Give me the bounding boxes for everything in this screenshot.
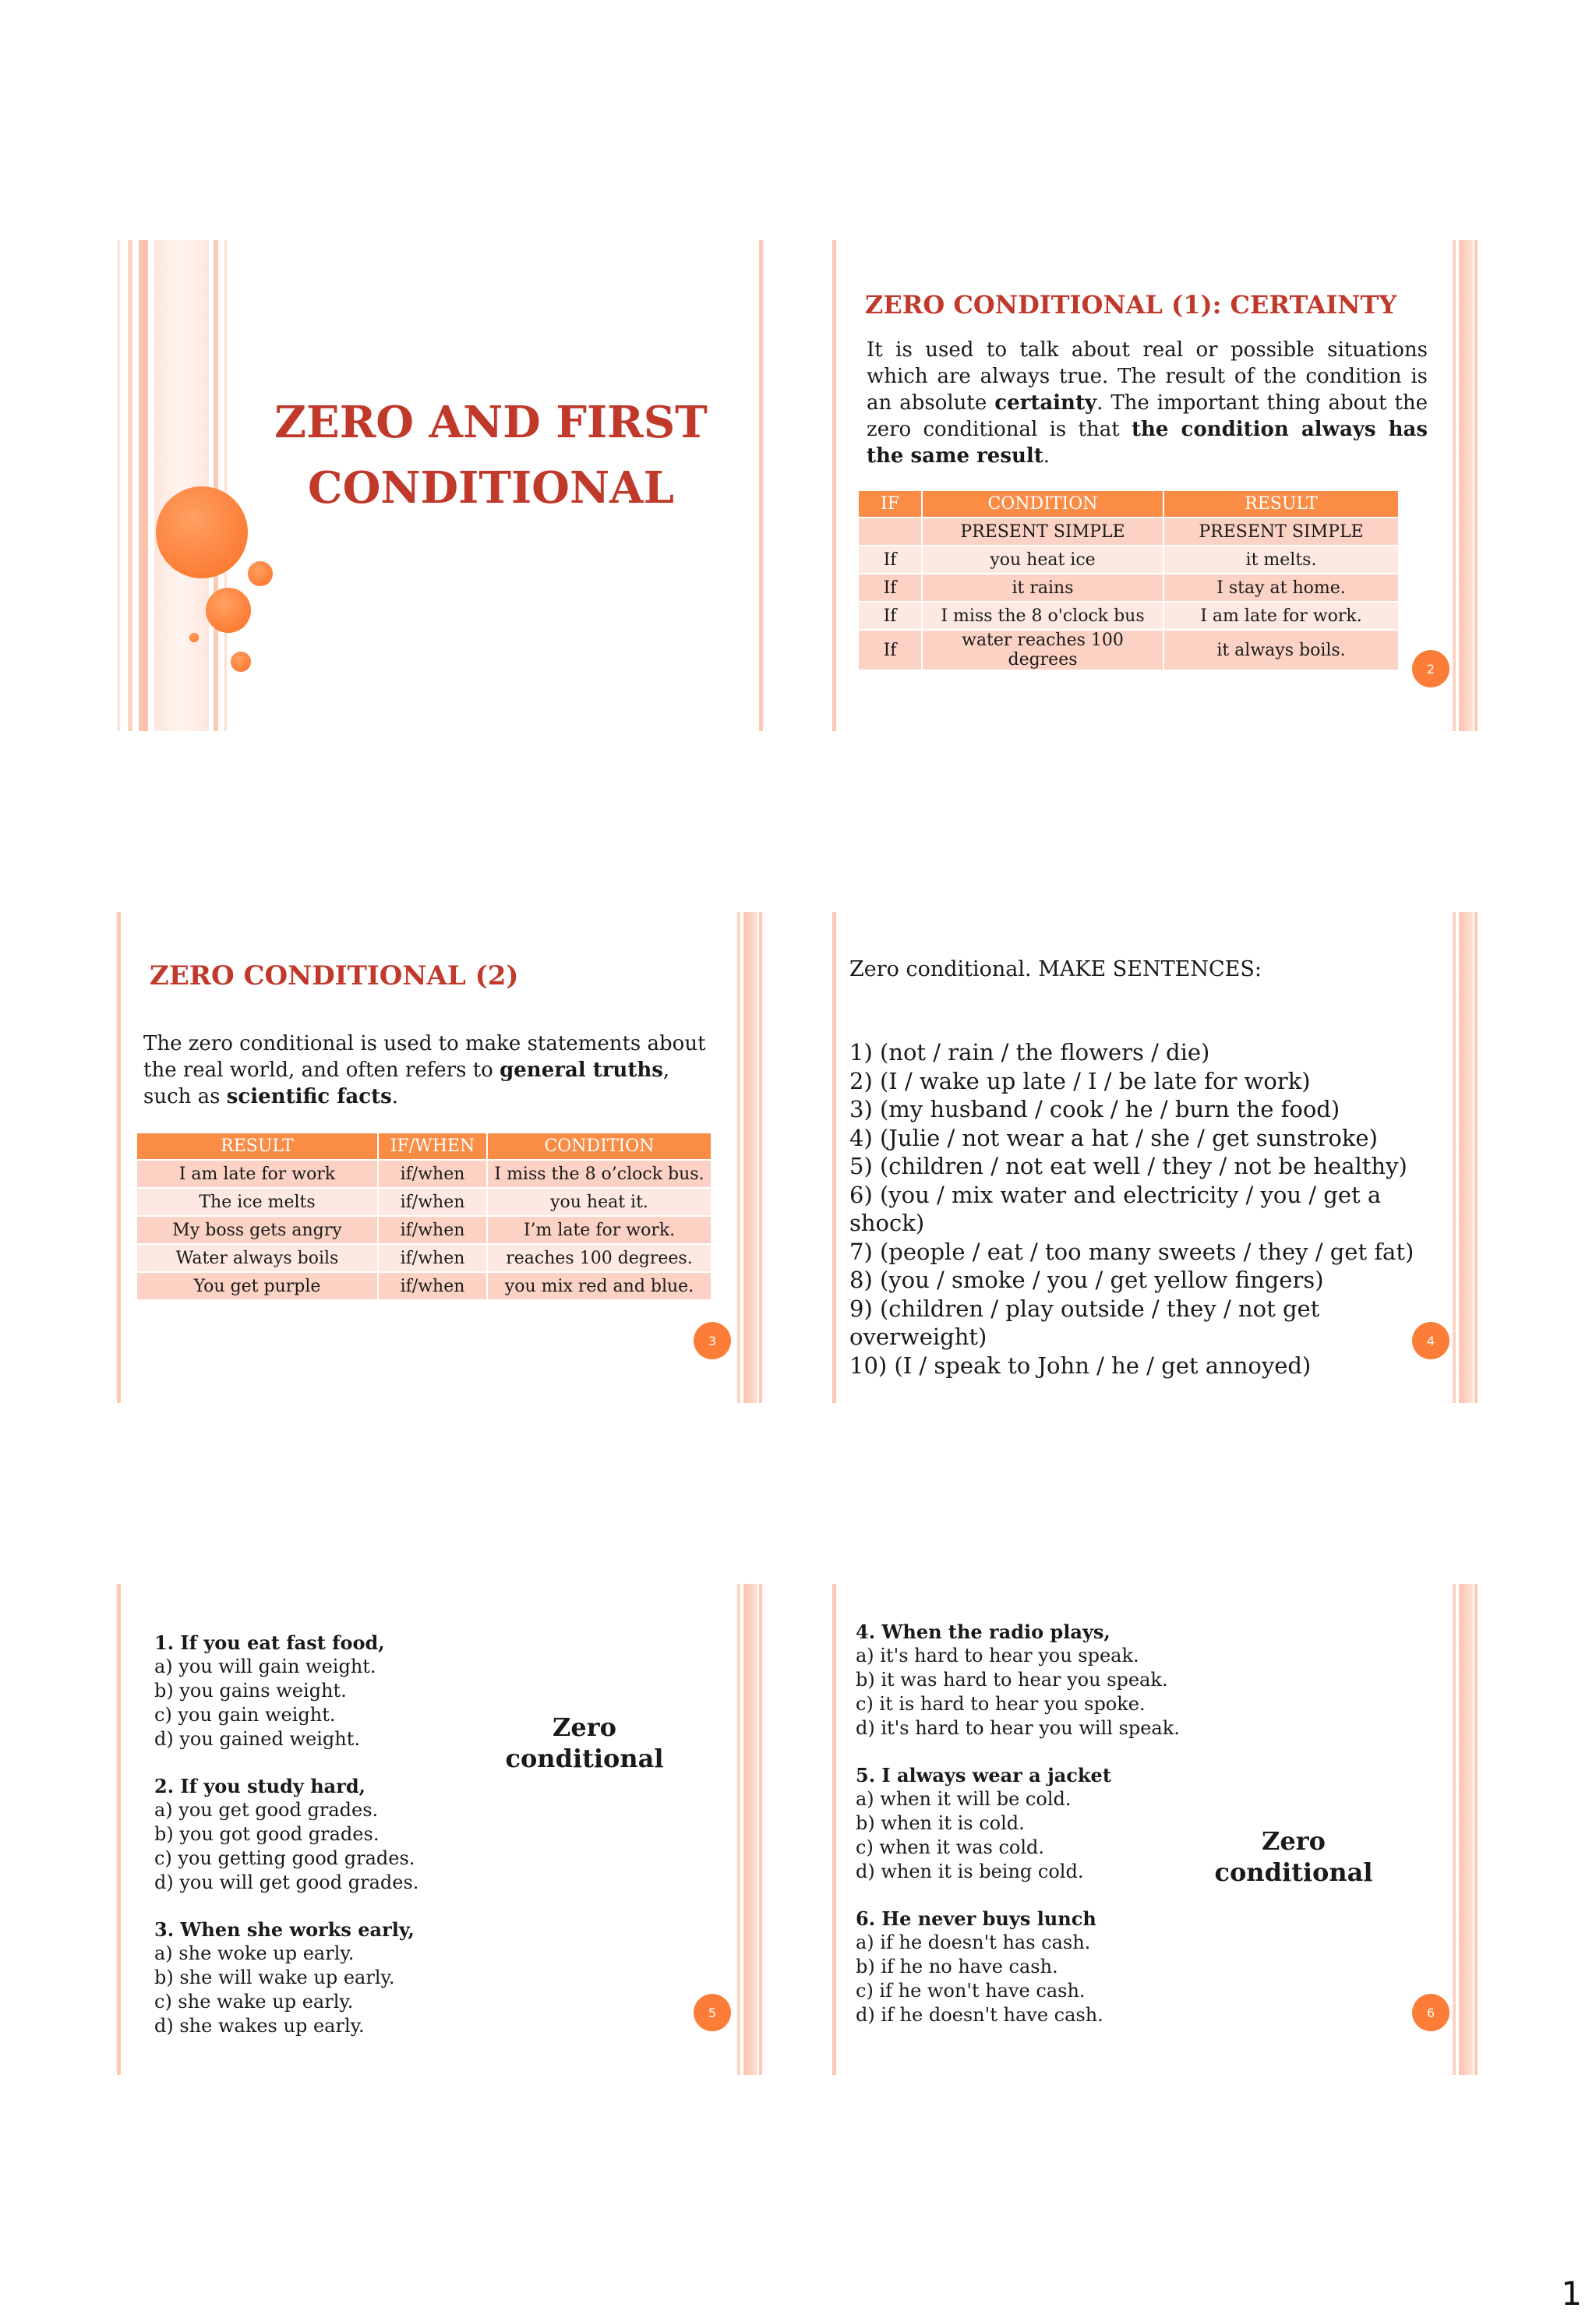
question-5: 5. I always wear a jacket a) when it will be cold. b) when it is cold. c) when it was cold. d) when it is being cold. xyxy=(856,1764,1111,1882)
list-item: 8) (you / smoke / you / get yellow fingers) xyxy=(849,1267,1324,1293)
table-header: CONDITION xyxy=(923,491,1163,517)
question-3: 3. When she works early, a) she woke up early. b) she will wake up early. c) she wake up early. d) she wakes up early. xyxy=(154,1918,415,2037)
decorative-stripes-left xyxy=(117,240,234,731)
option: a) you get good grades. xyxy=(154,1799,379,1821)
table-row: If I miss the 8 o'clock bus I am late for work. xyxy=(859,603,1398,629)
list-item: 7) (people / eat / too many sweets / they / get fat) xyxy=(849,1238,1414,1265)
option: c) if he won't have cash. xyxy=(856,1980,1086,2002)
list-item: 5) (children / not eat well / they / not be healthy) xyxy=(849,1153,1407,1179)
slide-number-badge: 2 xyxy=(1412,650,1449,687)
option: a) she woke up early. xyxy=(154,1942,355,1964)
question-4: 4. When the radio plays, a) it's hard to hear you speak. b) it was hard to hear you speak. c) it is hard to hear you spoke. d) it's hard to hear you will speak. xyxy=(856,1620,1180,1739)
decorative-stripes-left xyxy=(832,240,839,731)
option: d) it's hard to hear you will speak. xyxy=(856,1717,1180,1739)
circle-decoration-medium xyxy=(206,588,251,633)
side-label: Zero conditional xyxy=(1214,1826,1373,1887)
option: d) when it is being cold. xyxy=(856,1861,1084,1882)
option: d) if he doesn't have cash. xyxy=(856,2004,1103,2026)
slide-heading: Zero conditional. MAKE SENTENCES: xyxy=(849,957,1262,981)
zero-conditional-table xyxy=(857,489,1400,671)
slide-4 xyxy=(832,912,1481,1403)
slide-1 xyxy=(117,240,765,731)
option: d) you will get good grades. xyxy=(154,1871,419,1893)
table-header: IF xyxy=(859,491,921,517)
list-item: 6) (you / mix water and electricity / you / get a shock) xyxy=(849,1181,1382,1236)
table-row: I am late for work if/when I miss the 8 o’clock bus. xyxy=(137,1161,711,1187)
decorative-stripes-right xyxy=(737,912,765,1403)
slide-2 xyxy=(832,240,1481,731)
slide-heading: ZERO CONDITIONAL (2) xyxy=(150,960,519,991)
slide-paragraph: The zero conditional is used to make statements about the real world, and often refers to general truths, such as scientific facts. xyxy=(143,1032,706,1108)
table-row: The ice melts if/when you heat it. xyxy=(137,1189,711,1215)
list-item: 4) (Julie / not wear a hat / she / get sunstroke) xyxy=(849,1124,1378,1151)
title-line-2: CONDITIONAL xyxy=(308,462,674,514)
option: c) you gain weight. xyxy=(154,1704,336,1726)
decorative-stripes-right xyxy=(1453,1584,1481,2075)
table-row: If you heat ice it melts. xyxy=(859,546,1398,573)
title-line-1: ZERO AND FIRST xyxy=(274,397,708,448)
decorative-stripes-right xyxy=(1453,240,1481,731)
decorative-stripes-right xyxy=(737,1584,765,2075)
slide-number-badge: 4 xyxy=(1412,1322,1449,1359)
option: d) she wakes up early. xyxy=(154,2015,365,2037)
slide-title xyxy=(257,390,725,521)
table-header: RESULT xyxy=(1164,491,1398,517)
list-item: 1) (not / rain / the flowers / die) xyxy=(849,1039,1210,1066)
list-item: 9) (children / play outside / they / not get overweight) xyxy=(849,1295,1320,1350)
question-2: 2. If you study hard, a) you get good grades. b) you got good grades. c) you getting good grades. d) you will get good grades. xyxy=(154,1775,419,1893)
option: a) it's hard to hear you speak. xyxy=(856,1645,1139,1666)
circle-decoration-large xyxy=(156,486,248,578)
option: a) when it will be cold. xyxy=(856,1788,1072,1810)
table-header-row xyxy=(137,1133,711,1159)
option: c) it is hard to hear you spoke. xyxy=(856,1693,1146,1715)
side-label: Zero conditional xyxy=(505,1712,664,1773)
option: c) you getting good grades. xyxy=(154,1847,415,1869)
slide-number-badge: 3 xyxy=(694,1322,731,1359)
slide-number-badge: 6 xyxy=(1412,1994,1449,2031)
slide-paragraph: It is used to talk about real or possible situations which are always true. The result of the condition is an absolute certainty. The important thing about the zero conditional is that the condition always has the same result. xyxy=(867,338,1428,468)
table-row: Water always boils if/when reaches 100 degrees. xyxy=(137,1245,711,1271)
list-item: 2) (I / wake up late / I / be late for work) xyxy=(849,1067,1311,1094)
slide-6 xyxy=(832,1584,1481,2075)
table-header: IF/WHEN xyxy=(379,1133,486,1159)
option: b) you gains weight. xyxy=(154,1680,347,1702)
slide-number-badge: 5 xyxy=(694,1994,731,2031)
decorative-stripes-left xyxy=(117,912,123,1403)
slide-heading: ZERO CONDITIONAL (1): CERTAINTY xyxy=(865,290,1397,320)
question-1: 1. If you eat fast food, a) you will gain weight. b) you gains weight. c) you gain weight. d) you gained weight. xyxy=(154,1631,385,1750)
circle-decoration-dot xyxy=(189,633,199,642)
slide-3 xyxy=(117,912,765,1403)
decorative-stripes-left xyxy=(832,1584,839,2075)
option: b) if he no have cash. xyxy=(856,1956,1058,1977)
option: b) you got good grades. xyxy=(154,1823,380,1845)
decorative-stripes-right xyxy=(759,240,765,731)
option: a) you will gain weight. xyxy=(154,1656,376,1677)
zero-conditional-examples-table xyxy=(136,1132,712,1301)
page-number: 1 xyxy=(1561,2274,1582,2313)
table-row: PRESENT SIMPLE PRESENT SIMPLE xyxy=(859,518,1398,545)
slide-5 xyxy=(117,1584,765,2075)
table-row: If it rains I stay at home. xyxy=(859,574,1398,601)
table-header: RESULT xyxy=(137,1133,377,1159)
option: a) if he doesn't has cash. xyxy=(856,1931,1091,1953)
list-item: 3) (my husband / cook / he / burn the food) xyxy=(849,1096,1340,1122)
circle-decoration-tiny xyxy=(231,652,251,672)
table-row: If water reaches 100 degrees it always boils. xyxy=(859,631,1398,670)
option: b) when it is cold. xyxy=(856,1812,1025,1834)
list-item: 10) (I / speak to John / he / get annoyed) xyxy=(849,1352,1312,1379)
question-6: 6. He never buys lunch a) if he doesn't has cash. b) if he no have cash. c) if he won't have cash. d) if he doesn't have cash. xyxy=(856,1907,1103,2026)
option: b) it was hard to hear you speak. xyxy=(856,1669,1168,1691)
exercise-list xyxy=(849,1038,1457,1380)
table-header-row xyxy=(859,491,1398,517)
option: b) she will wake up early. xyxy=(154,1967,395,1988)
circle-decoration-small xyxy=(248,561,273,586)
table-row: You get purple if/when you mix red and blue. xyxy=(137,1273,711,1299)
table-row: My boss gets angry if/when I’m late for work. xyxy=(137,1217,711,1243)
decorative-stripes-left xyxy=(117,1584,123,2075)
decorative-stripes-left xyxy=(832,912,839,1403)
option: c) when it was cold. xyxy=(856,1836,1045,1858)
option: d) you gained weight. xyxy=(154,1728,360,1750)
table-header: CONDITION xyxy=(488,1133,711,1159)
option: c) she wake up early. xyxy=(154,1991,354,2013)
